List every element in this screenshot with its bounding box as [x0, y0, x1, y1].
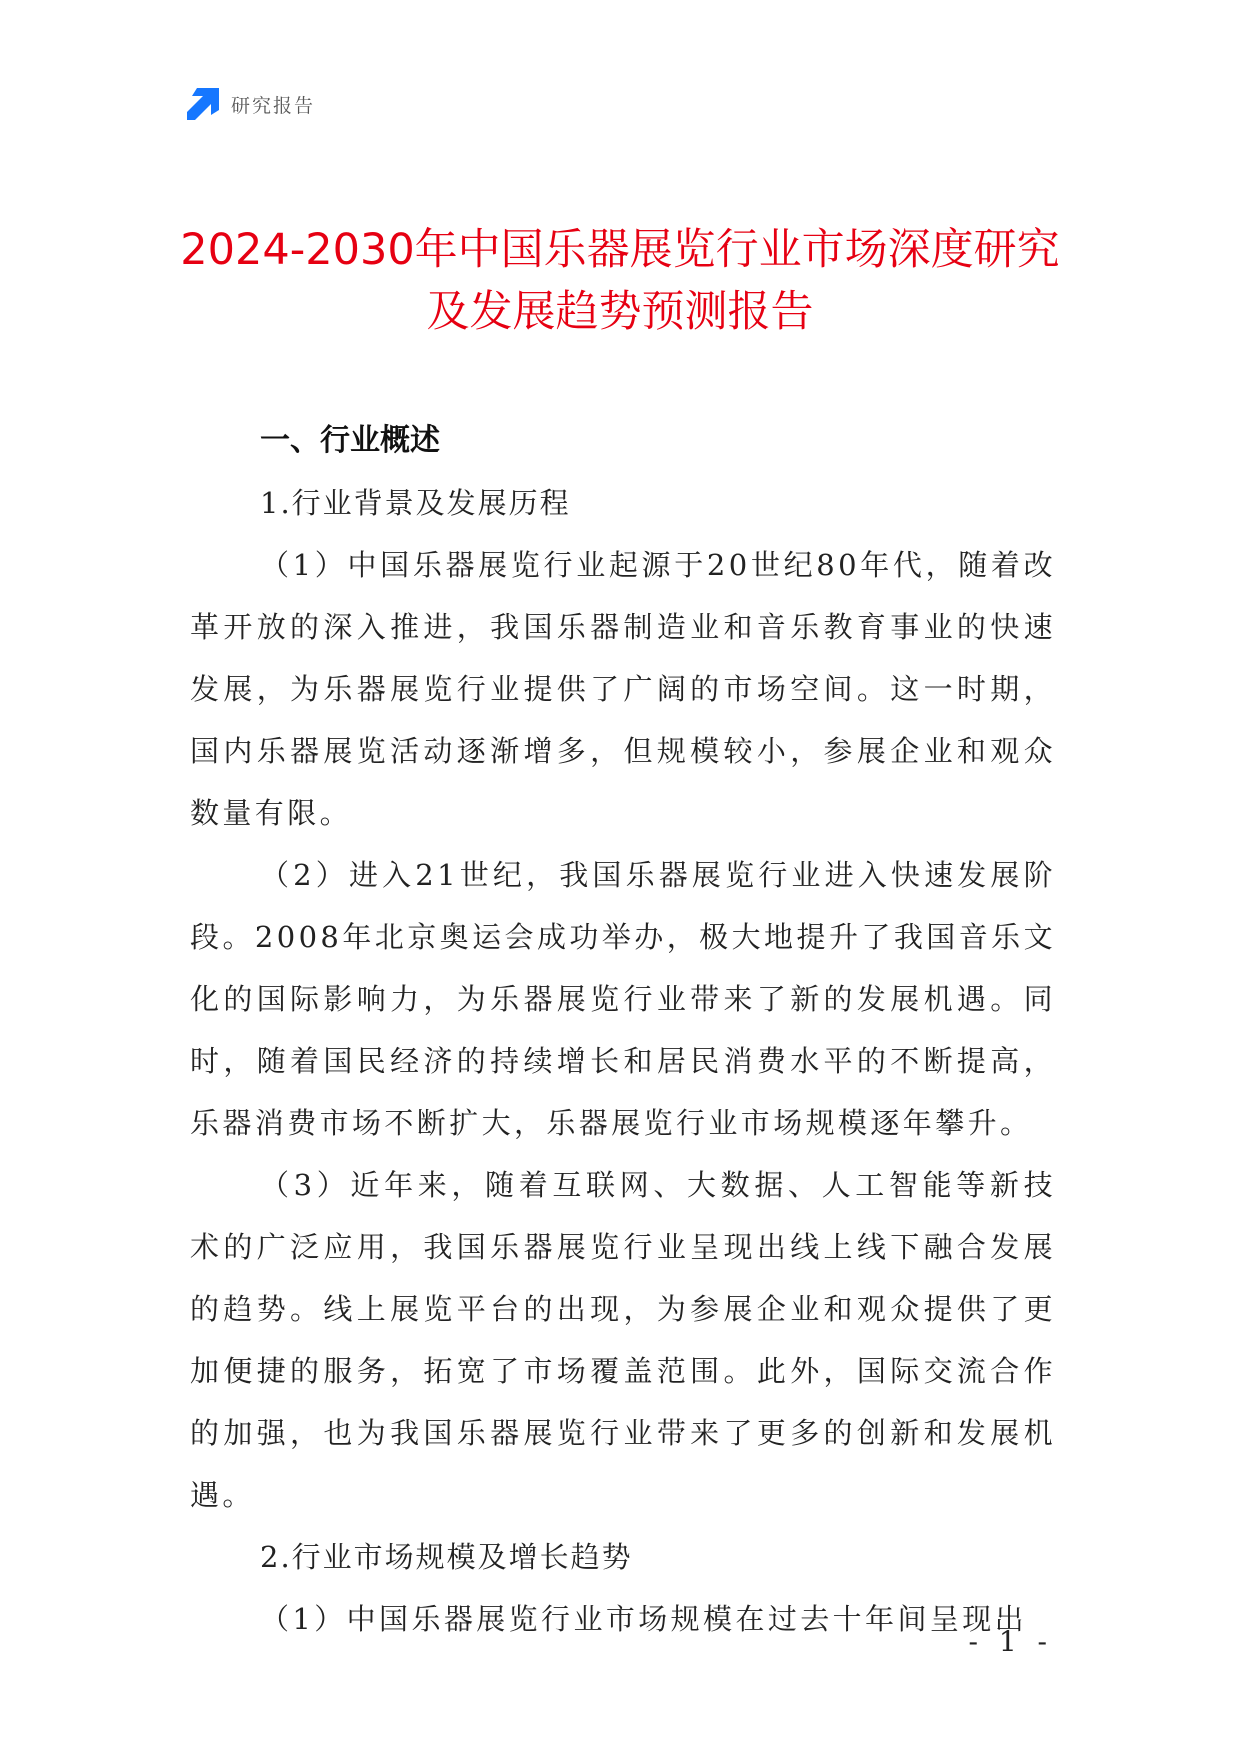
document-title: 2024-2030年中国乐器展览行业市场深度研究及发展趋势预测报告	[180, 225, 1060, 337]
arrow-up-right-icon	[187, 88, 219, 120]
sub-heading: 1.行业背景及发展历程	[260, 486, 571, 520]
header-label: 研究报告	[231, 94, 316, 117]
document-body	[190, 410, 1056, 1650]
paragraph: （1）中国乐器展览行业市场规模在过去十年间呈现出	[260, 1602, 1028, 1636]
page-header	[187, 88, 315, 120]
page-number: - 1 -	[968, 1625, 1053, 1658]
paragraph: （1）中国乐器展览行业起源于20世纪80年代，随着改革开放的深入推进，我国乐器制造业和音乐教育事业的快速发展，为乐器展览行业提供了广阔的市场空间。这一时期，国内乐器展览活动逐渐增多，但规模较小，参展企业和观众数量有限。	[190, 548, 1056, 830]
sub-heading: 2.行业市场规模及增长趋势	[260, 1540, 633, 1574]
paragraph: （2）进入21世纪，我国乐器展览行业进入快速发展阶段。2008年北京奥运会成功举办，极大地提升了我国音乐文化的国际影响力，为乐器展览行业带来了新的发展机遇。同时，随着国民经济的持续增长和居民消费水平的不断提高，乐器消费市场不断扩大，乐器展览行业市场规模逐年攀升。	[190, 858, 1056, 1140]
paragraph: （3）近年来，随着互联网、大数据、人工智能等新技术的广泛应用，我国乐器展览行业呈现出线上线下融合发展的趋势。线上展览平台的出现，为参展企业和观众提供了更加便捷的服务，拓宽了市场覆盖范围。此外，国际交流合作的加强，也为我国乐器展览行业带来了更多的创新和发展机遇。	[190, 1168, 1056, 1512]
section-heading: 一、行业概述	[260, 423, 440, 458]
